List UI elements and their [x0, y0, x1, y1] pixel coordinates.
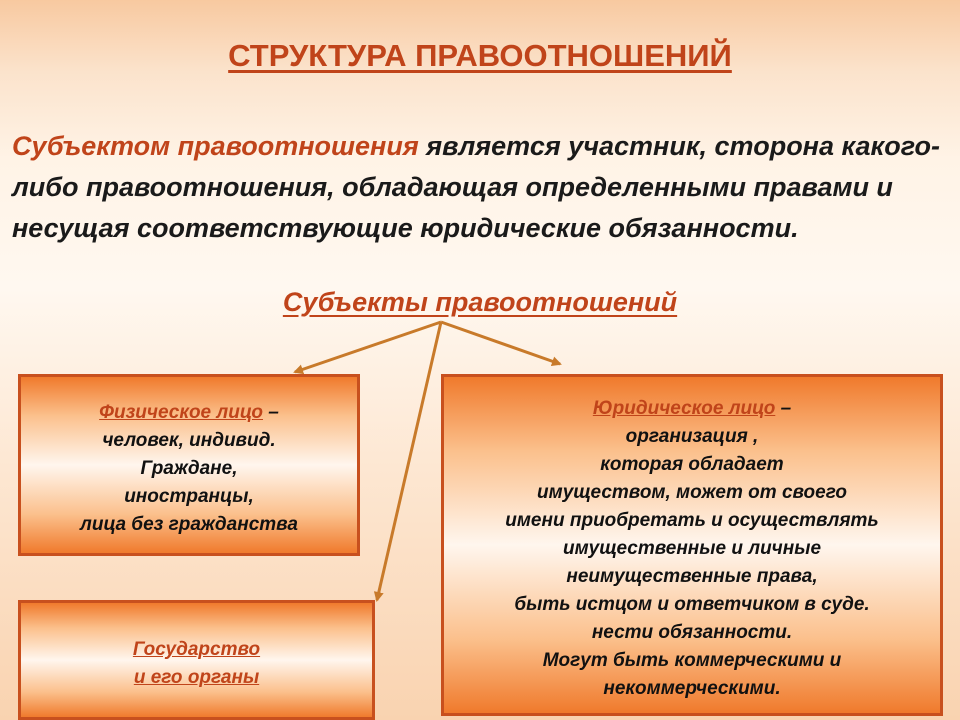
physical-line: лица без гражданства — [80, 514, 298, 535]
physical-line: иностранцы, — [124, 486, 254, 507]
juridical-line: которая обладает — [600, 454, 784, 475]
subjects-heading: Субъекты правоотношений — [282, 287, 678, 317]
juridical-dash: – — [775, 398, 792, 419]
arrow-to-juridical — [441, 322, 560, 364]
juridical-heading — [444, 395, 940, 423]
juridical-name: Юридическое лицо — [592, 398, 776, 419]
juridical-line: имущественные и личные — [562, 538, 822, 559]
physical-dash: – — [263, 402, 279, 423]
physical-person-box — [18, 374, 360, 556]
physical-heading — [21, 399, 357, 427]
juridical-line: некоммерческими. — [603, 678, 781, 699]
juridical-line: имени приобретать и осуществлять — [505, 510, 879, 531]
state-line: и его органы — [133, 667, 260, 688]
juridical-line: быть истцом и ответчиком в суде. — [514, 594, 870, 615]
juridical-line: Могут быть коммерческими и — [542, 650, 842, 671]
arrow-to-state — [377, 322, 441, 600]
definition-term: Субъектом правоотношения — [12, 131, 419, 161]
physical-line: человек, индивид. — [102, 430, 276, 451]
state-line: Государство — [132, 639, 261, 660]
juridical-line: имуществом, может от своего — [537, 482, 847, 503]
physical-name: Физическое лицо — [99, 402, 263, 423]
definition-rest: является участник, сторона какого-либо правоотношения, обладающая определенными правами и несущая соответствующие юридические обязанности. — [12, 131, 940, 243]
juridical-line: нести обязанности. — [591, 622, 793, 643]
slide-title: СТРУКТУРА ПРАВООТНОШЕНИЙ — [228, 38, 732, 73]
juridical-line: организация , — [625, 426, 759, 447]
state-box — [18, 600, 375, 720]
juridical-person-box — [441, 374, 943, 716]
arrow-to-physical — [295, 322, 441, 372]
juridical-line: неимущественные права, — [566, 566, 818, 587]
physical-line: Граждане, — [140, 458, 238, 479]
